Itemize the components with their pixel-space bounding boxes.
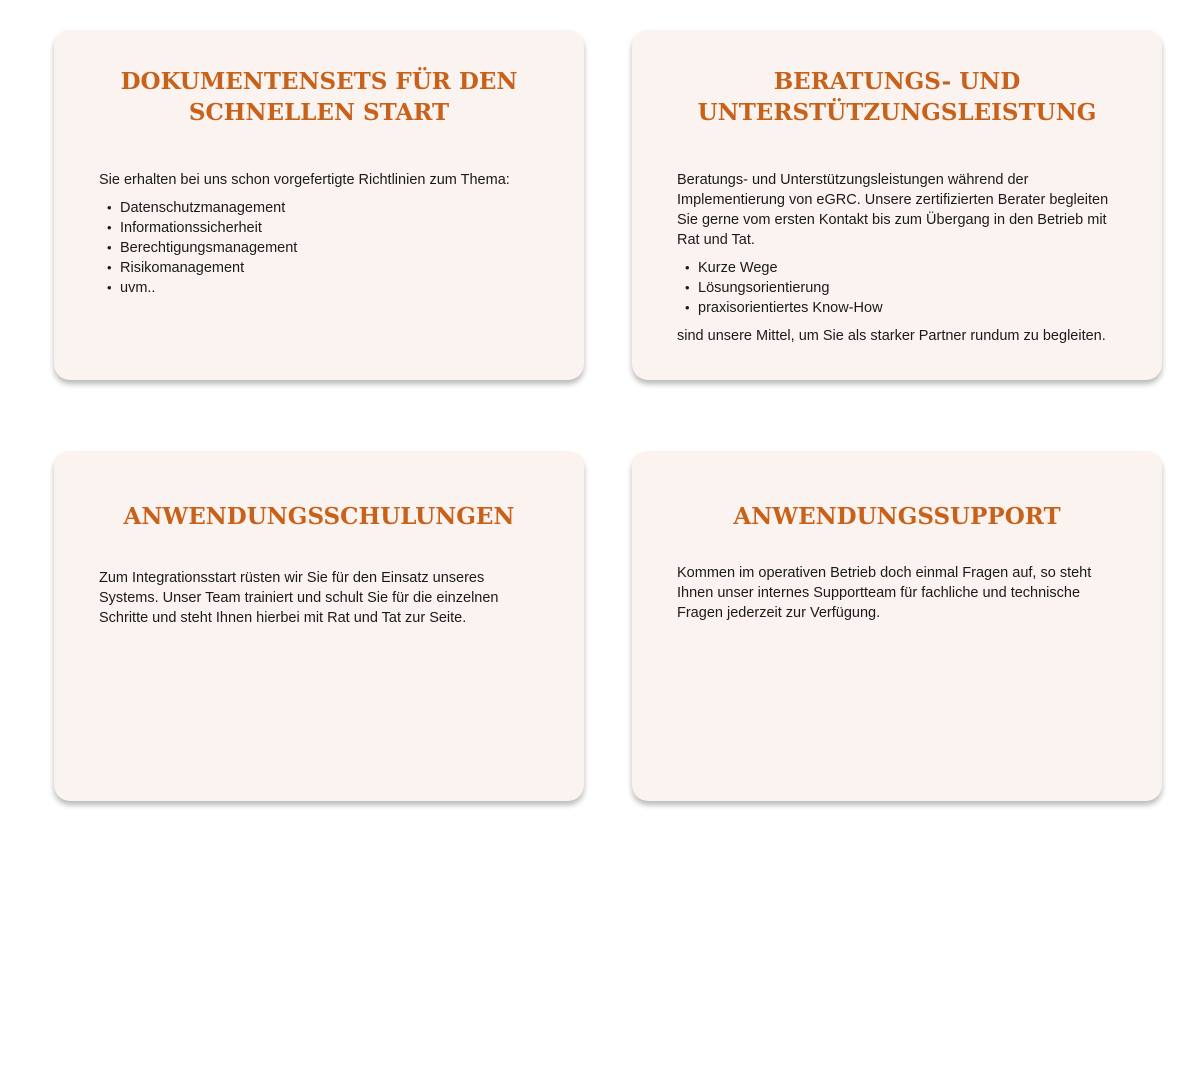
card-consulting-services	[632, 30, 1162, 380]
card-intro: Zum Integrationsstart rüsten wir Sie für den Einsatz unseres Systems. Unser Team trainiert und schult Sie für die einzelnen Schritte und steht Ihnen hierbei mit Rat und Tat zur Seite.	[99, 570, 499, 626]
card-title: BERATUNGS- UND UNTERSTÜTZUNGSLEISTUNG	[697, 68, 1097, 126]
card-body	[677, 563, 1122, 623]
card-title: DOKUMENTENSETS FÜR DEN SCHNELLEN START	[120, 68, 518, 126]
card-document-sets	[54, 30, 584, 380]
list-item: • Berechtigungsmanagement	[120, 238, 544, 258]
card-outro: sind unsere Mittel, um Sie als starker Partner rundum zu begleiten.	[677, 328, 1106, 344]
card-intro: Beratungs- und Unterstützungsleistungen während der Implementierung von eGRC. Unsere zertifizierten Berater begleiten Sie gerne vom ersten Kontakt bis zum Übergang in den Betrieb mit Rat und Tat.	[677, 172, 1109, 248]
feature-list	[677, 258, 1122, 318]
list-item: • uvm..	[120, 278, 544, 298]
card-intro: Sie erhalten bei uns schon vorgefertigte Richtlinien zum Thema:	[99, 172, 510, 188]
list-item: • Kurze Wege	[698, 258, 1122, 278]
card-body	[99, 170, 544, 306]
list-item: • Risikomanagement	[120, 258, 544, 278]
card-body	[677, 170, 1122, 346]
card-application-support	[632, 451, 1162, 801]
list-item: • Lösungsorientierung	[698, 278, 1122, 298]
feature-list	[99, 198, 544, 298]
list-item: • praxisorientiertes Know-How	[698, 298, 1122, 318]
card-intro: Kommen im operativen Betrieb doch einmal Fragen auf, so steht Ihnen unser internes Supportteam für fachliche und technische Fragen jederzeit zur Verfügung.	[677, 565, 1092, 621]
card-title: ANWENDUNGSSUPPORT	[733, 503, 1061, 530]
card-body	[99, 568, 544, 628]
card-application-training	[54, 451, 584, 801]
list-item: • Datenschutzmanagement	[120, 198, 544, 218]
card-title: ANWENDUNGSSCHULUNGEN	[123, 503, 515, 530]
list-item: • Informationssicherheit	[120, 218, 544, 238]
